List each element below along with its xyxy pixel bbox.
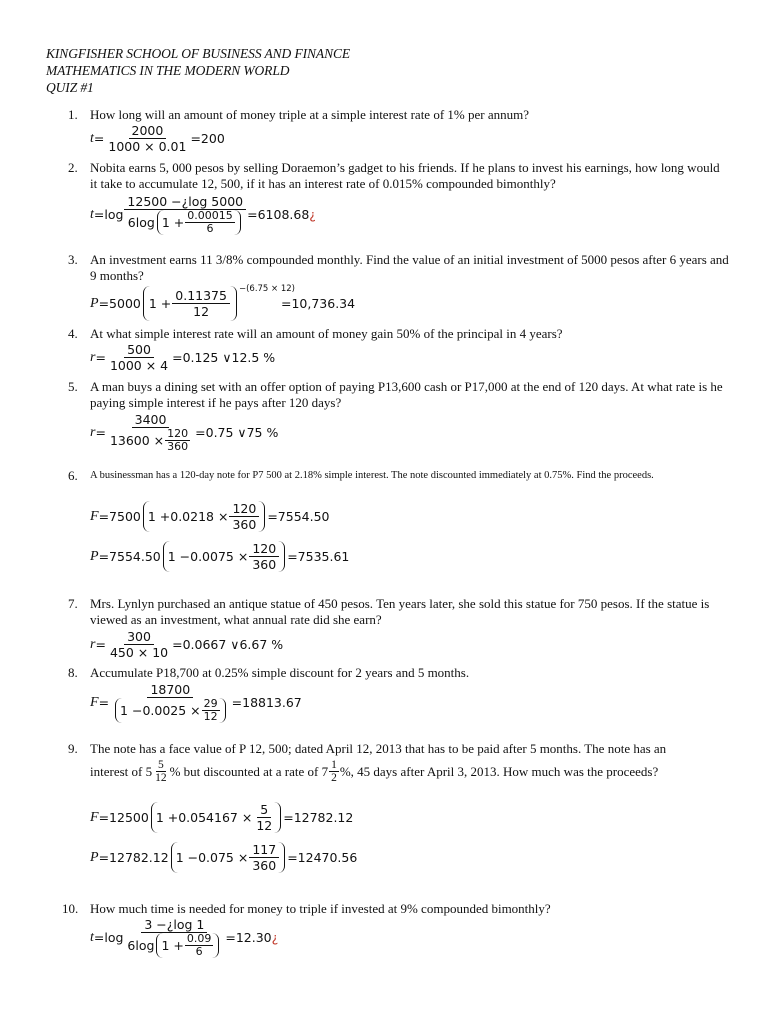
question-9-line-2: interest of 5 5 12 % but discounted at a rate of 7 1 2 %, 45 days after April 3, 2013. How much was the proceeds? xyxy=(90,759,659,784)
question-text: A businessman has a 120-day note for P7 500 at 2.18% simple interest. The note discounted immediately at 0.75%. Find the proceeds. xyxy=(90,470,654,481)
answer-10: t =log 3 −¿log 1 6log 1 + $\frac{0.09}{6}$ =12.30 ¿ xyxy=(90,917,279,958)
course-title: MATHEMATICS IN THE MODERN WORLD xyxy=(46,63,290,78)
answer-6-f: F =7500 1 +0.0218 × $\frac{120}{360}$ =7554.50 xyxy=(90,501,330,532)
answer-8: F = 18700 1 −0.0025 × $\frac{29}{12}$ =18813.67 xyxy=(90,682,302,723)
answer-5: r = 3400 13600 × $\frac{120}{360}$ =0.75 ∨75 % xyxy=(90,412,279,453)
question-text: How long will an amount of money triple at a simple interest rate of 1% per annum? xyxy=(90,107,529,122)
question-number: 1. xyxy=(68,107,78,122)
answer-6-p: P =7554.50 1 −0.0075 × $\frac{120}{360}$ =7535.61 xyxy=(90,541,350,572)
question-text: A man buys a dining set with an offer option of paying P13,600 cash or P17,000 at the end of 120 days. At what rate is he paying simple interest if he pays after 120 days? xyxy=(90,379,723,410)
answer-9-p: P =12782.12 1 −0.075 × $\frac{117}{360}$ =12470.56 xyxy=(90,842,358,873)
quiz-title: QUIZ #1 xyxy=(46,80,94,95)
question-text: Nobita earns 5, 000 pesos by selling Doraemon’s gadget to his friends. If he plans to invest his earnings, how long would it take to accumulate 12, 500, if it has an interest rate of 0.015% compounded bimonthly? xyxy=(90,160,720,191)
school-name: KINGFISHER SCHOOL OF BUSINESS AND FINANCE xyxy=(46,46,351,61)
question-text: An investment earns 11 3/8% compounded monthly. Find the value of an initial investment of 5000 pesos after 6 years and 9 months? xyxy=(90,252,729,283)
answer-7: r = $\frac{300}{450 \times 10}$ =0.0667 ∨6.67 % xyxy=(90,629,284,660)
answer-2: t =log 12500 −¿log 5000 6log 1 + $\frac{0.00015}{6}$ =6108.68 ¿ xyxy=(90,194,316,235)
answer-9-f: F =12500 1 +0.054167 × $\frac{5}{12}$ =12782.12 xyxy=(90,802,354,833)
question-text: How much time is needed for money to triple if invested at 9% compounded bimonthly? xyxy=(90,901,551,916)
question-text: Accumulate P18,700 at 0.25% simple discount for 2 years and 5 months. xyxy=(90,665,470,680)
answer-4: r = $\frac{500}{1000 \times 4}$ =0.125 ∨12.5 % xyxy=(90,342,276,373)
answer-1: t = $\frac{2000}{1000 \times 0.01}$ =200 xyxy=(90,123,225,154)
question-text: Mrs. Lynlyn purchased an antique statue of 450 pesos. Ten years later, she sold this statue for 750 pesos. If the statue is viewed as an investment, what annual rate did she earn? xyxy=(90,596,710,627)
question-text: The note has a face value of P 12, 500; dated April 12, 2013 that has to be paid after 5 months. The note has an xyxy=(90,741,667,756)
question-text: At what simple interest rate will an amount of money gain 50% of the principal in 4 years? xyxy=(90,326,563,341)
answer-3: P =5000 1 + $\frac{0.11375}{12}$ −(6.75 × 12) =10,736.34 xyxy=(90,284,356,319)
